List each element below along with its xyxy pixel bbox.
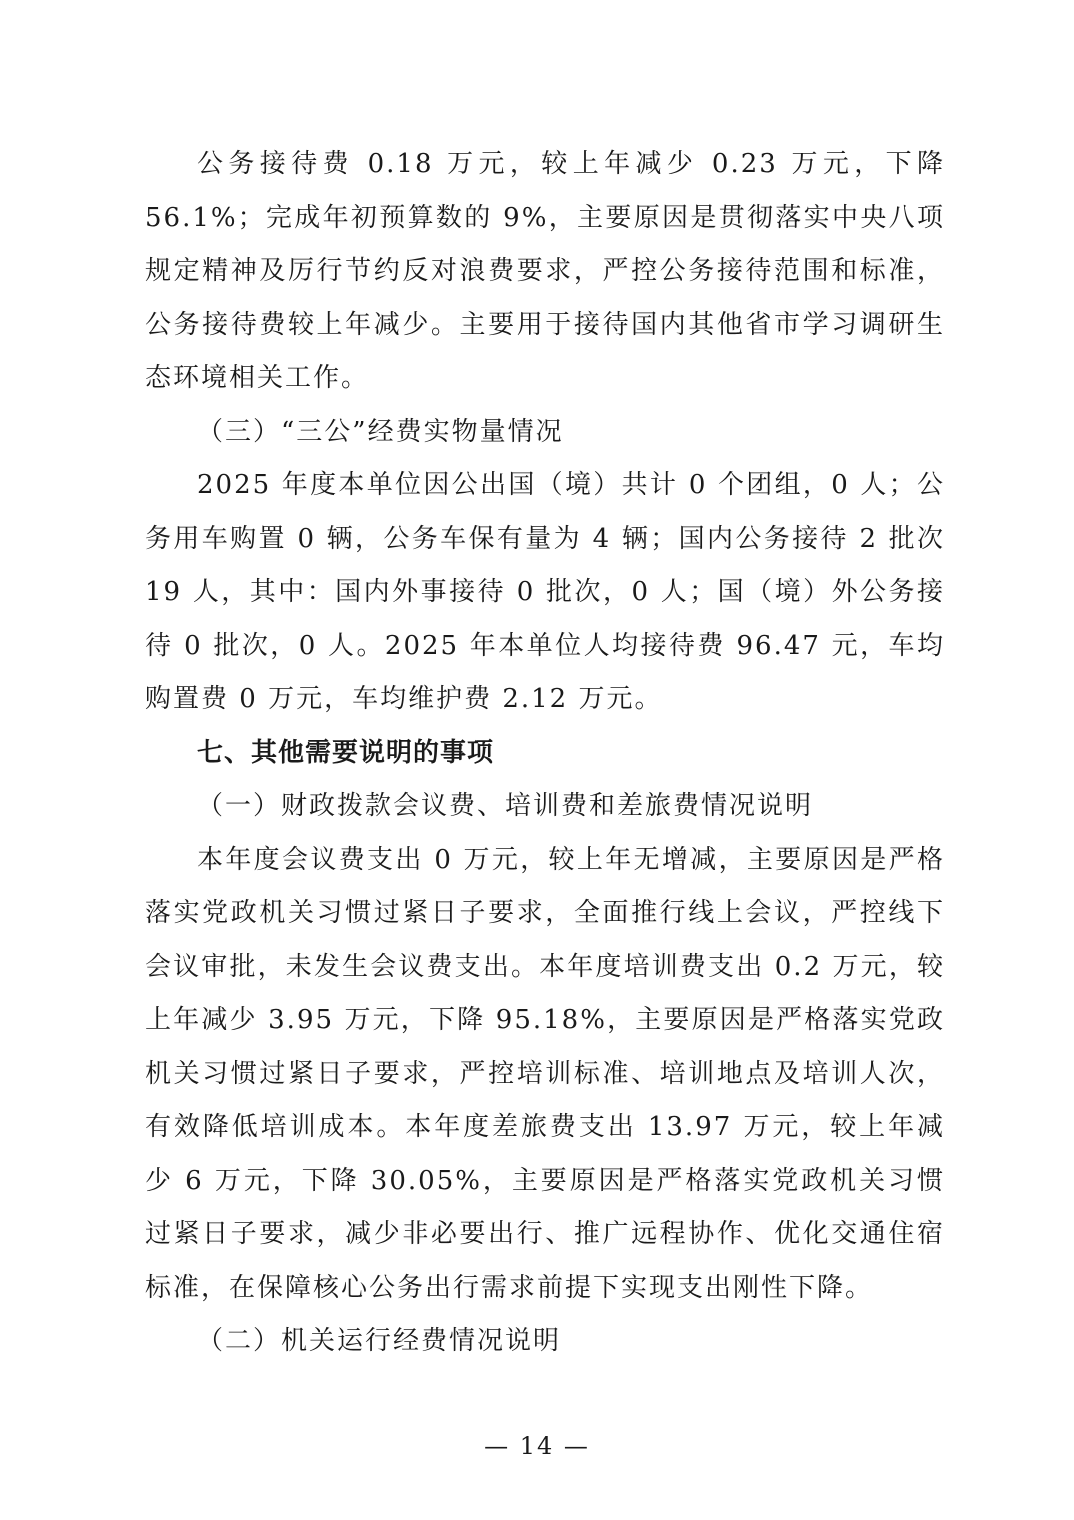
- page-number: — 14 —: [484, 1432, 590, 1460]
- subheading-meeting-training-travel: （一）财政拨款会议费、培训费和差旅费情况说明: [197, 791, 814, 821]
- paragraph-reception-expense: 公务接待费 0.18 万元，较上年减少 0.23 万元，下降 56.1%；完成年初预算数的 9%，主要原因是贯彻落实中央八项规定精神及厉行节约反对浪费要求，严控公务接待范围和标准，公务接待费较上年减少。主要用于接待国内其他省市学习调研生态环境相关工作。: [145, 149, 945, 393]
- subheading-three-public-quantity: （三）“三公”经费实物量情况: [197, 416, 564, 447]
- paragraph-quantity-details: 2025 年度本单位因公出国（境）共计 0 个团组，0 人；公务用车购置 0 辆，公务车保有量为 4 辆；国内公务接待 2 批次 19 人，其中：国内外事接待 0 批次，0 人；国（境）外公务接待 0 批次，0 人。2025 年本单位人均接待费 96.47 元，车均购置费 0 万元，车均维护费 2.12 万元。: [145, 470, 945, 714]
- paragraph-meeting-training-travel: 本年度会议费支出 0 万元，较上年无增减，主要原因是严格落实党政机关习惯过紧日子要求，全面推行线上会议，严控线下会议审批，未发生会议费支出。本年度培训费支出 0.2 万元，较上年减少 3.95 万元，下降 95.18%，主要原因是严格落实党政机关习惯过紧日子要求，严控培训标准、培训地点及培训人次，有效降低培训成本。本年度差旅费支出 13.97 万元，较上年减少 6 万元，下降 30.05%，主要原因是严格落实党政机关习惯过紧日子要求，减少非必要出行、推广远程协作、优化交通住宿标准，在保障核心公务出行需求前提下实现支出刚性下降。: [145, 844, 945, 1303]
- subheading-operating-expense: （二）机关运行经费情况说明: [197, 1326, 562, 1356]
- document-body: [145, 138, 945, 1369]
- heading-other-matters: 七、其他需要说明的事项: [197, 737, 495, 768]
